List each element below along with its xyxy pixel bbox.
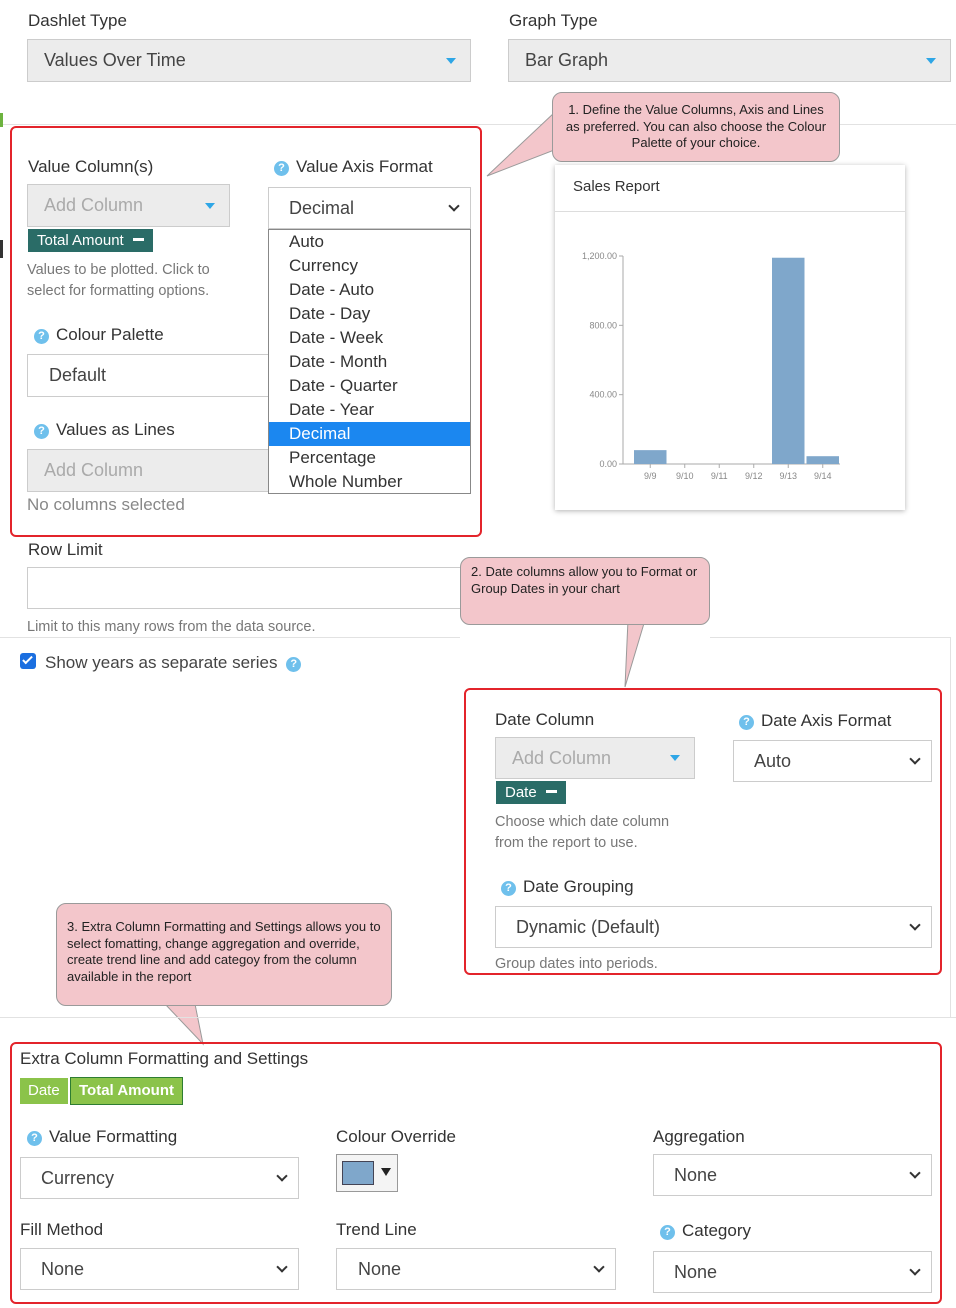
value-columns-hint: Values to be plotted. Click to select for formatting options.: [27, 262, 210, 299]
x-tick-label: 9/13: [779, 471, 798, 481]
value-formatting-select[interactable]: [20, 1157, 299, 1199]
bar-chart: [555, 225, 905, 505]
date-axis-format-select[interactable]: [733, 740, 932, 782]
help-icon[interactable]: ?: [34, 424, 49, 439]
values-as-lines-label: [34, 420, 175, 440]
value-column-tag-total-amount[interactable]: [28, 229, 153, 252]
date-column-placeholder: Add Column: [512, 747, 612, 768]
values-as-lines-hint: No columns selected: [27, 495, 185, 514]
chevron-down-icon: [593, 1261, 604, 1272]
help-icon[interactable]: ?: [660, 1225, 675, 1240]
fill-method-label: Fill Method: [20, 1220, 104, 1239]
aggregation-select[interactable]: [653, 1154, 932, 1196]
option-date-auto[interactable]: Date - Auto: [289, 280, 375, 299]
option-date-month[interactable]: Date - Month: [289, 352, 388, 371]
tag-label: Total Amount: [37, 232, 124, 249]
colour-palette-select[interactable]: [27, 354, 268, 397]
values-as-lines-add-select[interactable]: [27, 449, 268, 492]
date-column-label: Date Column: [495, 710, 595, 729]
colour-palette-label: [34, 325, 164, 345]
value-columns-label: Value Column(s): [28, 157, 154, 176]
graph-type-label: Graph Type: [509, 11, 598, 30]
colour-palette-value: Default: [49, 365, 107, 385]
colour-swatch: [342, 1161, 374, 1185]
value-axis-format-label: [274, 157, 433, 177]
date-grouping-hint: Group dates into periods.: [495, 956, 658, 972]
date-column-tag-date[interactable]: [496, 781, 566, 804]
chevron-down-icon: [909, 1167, 920, 1178]
date-grouping-label: [501, 877, 634, 897]
caret-down-icon: [446, 58, 456, 64]
option-date-week[interactable]: Date - Week: [289, 328, 384, 347]
values-as-lines-placeholder: Add Column: [44, 460, 144, 480]
tag-label: Date: [505, 784, 537, 801]
aggregation-label: Aggregation: [653, 1127, 745, 1146]
callout-value-settings: 1. Define the Value Columns, Axis and Lines as preferred. You can also choose the Colour Palette of your choice.: [552, 92, 840, 162]
chart-title: Sales Report: [573, 178, 660, 195]
help-icon[interactable]: ?: [501, 881, 516, 896]
y-tick-label: 400.00: [589, 389, 617, 400]
trend-line-value: None: [358, 1258, 402, 1279]
chevron-down-icon: [909, 753, 920, 764]
aggregation-value: None: [674, 1164, 718, 1185]
value-axis-format-label-text: Value Axis Format: [296, 157, 433, 176]
remove-icon[interactable]: [546, 790, 557, 793]
value-columns-placeholder: Add Column: [44, 195, 144, 215]
category-label-text: Category: [682, 1221, 751, 1240]
bar: [634, 450, 667, 464]
colour-override-label: Colour Override: [336, 1127, 456, 1146]
bar: [772, 258, 805, 464]
value-formatting-value: Currency: [41, 1167, 115, 1188]
chevron-down-icon: [276, 1261, 287, 1272]
caret-down-icon: [205, 203, 215, 209]
colour-palette-label-text: Colour Palette: [56, 325, 164, 344]
caret-down-icon: [381, 1168, 391, 1176]
date-axis-format-label: [739, 711, 891, 731]
row-limit-hint: Limit to this many rows from the data source.: [27, 619, 316, 635]
values-as-lines-label-text: Values as Lines: [56, 420, 175, 439]
value-axis-format-select[interactable]: [268, 187, 471, 229]
value-axis-format-options: [268, 229, 471, 494]
row-limit-label: Row Limit: [28, 540, 103, 559]
trend-line-label: Trend Line: [336, 1220, 417, 1239]
value-formatting-label-text: Value Formatting: [49, 1127, 178, 1146]
x-tick-label: 9/9: [643, 471, 657, 481]
show-years-checkbox[interactable]: [20, 653, 36, 669]
x-tick-label: 9/14: [813, 471, 832, 481]
help-icon[interactable]: ?: [739, 715, 754, 730]
option-percentage[interactable]: Percentage: [289, 448, 376, 467]
date-column-hint: Choose which date column from the report to use.: [495, 814, 670, 851]
colour-override-picker[interactable]: [336, 1154, 398, 1192]
date-grouping-value: Dynamic (Default): [516, 916, 661, 937]
option-auto[interactable]: Auto: [289, 232, 324, 251]
extra-tab-date[interactable]: Date: [20, 1078, 68, 1104]
option-decimal[interactable]: Decimal: [269, 422, 470, 446]
y-tick-label: 1,200.00: [581, 251, 617, 261]
option-date-quarter[interactable]: Date - Quarter: [289, 376, 398, 395]
remove-icon[interactable]: [133, 238, 144, 241]
x-tick-label: 9/10: [675, 471, 694, 481]
date-axis-format-label-text: Date Axis Format: [761, 711, 892, 730]
chevron-down-icon: [909, 1264, 920, 1275]
caret-down-icon: [670, 755, 680, 761]
category-select[interactable]: [653, 1251, 932, 1293]
x-tick-label: 9/11: [710, 471, 728, 481]
help-icon[interactable]: ?: [274, 161, 289, 176]
show-years-label: [45, 653, 308, 673]
callout-extra-settings: 3. Extra Column Formatting and Settings allows you to select fomatting, change aggregation and override, create trend line and add categoy from the column available in the report: [56, 903, 392, 1006]
fill-method-value: None: [41, 1258, 85, 1279]
category-label: [660, 1221, 751, 1241]
graph-type-select[interactable]: [508, 39, 951, 82]
x-tick-label: 9/12: [744, 471, 763, 481]
bar: [807, 456, 840, 464]
extra-tab-total-amount[interactable]: Total Amount: [70, 1077, 183, 1105]
callout-pointer: [600, 615, 660, 690]
date-grouping-label-text: Date Grouping: [523, 877, 634, 896]
callout-date-columns: 2. Date columns allow you to Format or Group Dates in your chart: [460, 557, 710, 625]
help-icon[interactable]: ?: [34, 329, 49, 344]
date-grouping-select[interactable]: [495, 906, 932, 948]
y-tick-label: 800.00: [589, 320, 617, 331]
dashlet-type-value: Values Over Time: [44, 50, 186, 70]
row-limit-input[interactable]: [27, 567, 467, 609]
help-icon[interactable]: ?: [286, 657, 301, 672]
option-date-year[interactable]: Date - Year: [289, 400, 375, 419]
trend-line-select[interactable]: [336, 1248, 616, 1290]
chevron-down-icon: [909, 919, 920, 930]
chevron-down-icon: [276, 1170, 287, 1181]
help-icon[interactable]: ?: [27, 1131, 42, 1146]
dashlet-type-label: Dashlet Type: [28, 11, 127, 30]
value-formatting-label: [27, 1127, 177, 1147]
dashlet-type-select[interactable]: [27, 39, 471, 82]
option-date-day[interactable]: Date - Day: [289, 304, 371, 323]
value-axis-format-value: Decimal: [289, 197, 355, 218]
date-column-add-select[interactable]: [495, 737, 695, 779]
fill-method-select[interactable]: [20, 1248, 299, 1290]
category-value: None: [674, 1261, 718, 1282]
chevron-down-icon: [448, 200, 459, 211]
callout-pointer: [155, 1000, 215, 1048]
graph-type-value: Bar Graph: [525, 50, 609, 70]
y-tick-label: 0.00: [599, 459, 617, 469]
option-whole-number[interactable]: Whole Number: [289, 472, 403, 491]
date-axis-format-value: Auto: [754, 750, 792, 771]
caret-down-icon: [926, 58, 936, 64]
option-currency[interactable]: Currency: [289, 256, 358, 275]
chart-preview-card: [555, 165, 905, 510]
value-columns-add-select[interactable]: [27, 184, 230, 227]
show-years-label-text: Show years as separate series: [45, 653, 278, 672]
extra-settings-title: Extra Column Formatting and Settings: [20, 1049, 309, 1068]
